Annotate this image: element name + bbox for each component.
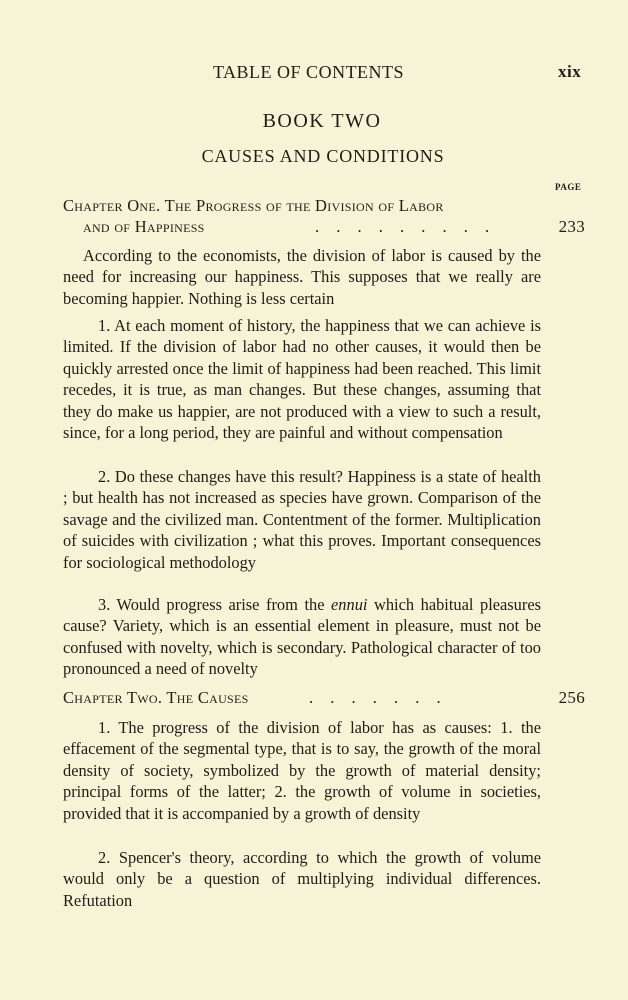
running-head-title: TABLE OF CONTENTS bbox=[213, 62, 405, 82]
chapter-one-title-line2: and of Happiness bbox=[83, 217, 205, 236]
section-1-text: 1. At each moment of history, the happiness that we can achieve is limited. If the division of labor had no other causes, it would then be quickly arrested once the limit of happiness had been reached. This limit recedes, it is true, as man changes. But these changes, assuming that they do make us happier, are not produced with a view to such a result, since, for a long period, they are painful and without compensation bbox=[63, 316, 541, 443]
ch2-section-2-text: 2. Spencer's theory, according to which the growth of volume would only be a question of multiplying individual differences. Refutation bbox=[63, 848, 541, 910]
section-3-text-b: which habitual pleasures cause? Variety, which is an essential element in pleasure, must not be confused with novelty, which is secondary. Pathological character of too pronounced a need of novelty bbox=[63, 595, 541, 679]
running-head bbox=[0, 62, 628, 86]
chapter-one-section-3 bbox=[63, 594, 541, 680]
chapter-one-heading-line2 bbox=[63, 217, 585, 237]
chapter-two-leader: . . . . . . . bbox=[309, 688, 448, 707]
section-3-text bbox=[63, 594, 541, 680]
chapter-one-section-1 bbox=[63, 315, 541, 443]
page-column-label: PAGE bbox=[555, 182, 582, 192]
section-3-italic: ennui bbox=[331, 595, 368, 614]
book-subtitle: CAUSES AND CONDITIONS bbox=[201, 146, 445, 166]
chapter-one-page: 233 bbox=[558, 217, 585, 236]
chapter-one-heading bbox=[63, 196, 585, 216]
chapter-one-section-2 bbox=[63, 466, 541, 573]
section-3-text-a: 3. Would progress arise from the bbox=[98, 595, 332, 614]
chapter-two-page: 256 bbox=[558, 688, 585, 707]
chapter-two-title: Chapter Two. The Causes bbox=[63, 688, 249, 707]
page-number: xix bbox=[558, 62, 582, 81]
chapter-two-section-2 bbox=[63, 847, 541, 911]
section-2-text: 2. Do these changes have this result? Happiness is a state of health ; but health has not increased as species have grown. Comparison of the savage and the civilized man. Contentment of the former. Multiplication of suicides with civilization ; what this proves. Important consequences for sociological methodology bbox=[63, 467, 541, 572]
chapter-one-summary bbox=[63, 245, 541, 309]
chapter-one-leader: . . . . . . . . . bbox=[315, 217, 496, 236]
chapter-one-title-line1: Chapter One. The Progress of the Division of Labor bbox=[63, 196, 444, 215]
ch2-section-1-text: 1. The progress of the division of labor has as causes: 1. the effacement of the segmental type, that is to say, the growth of the moral density of society, symbolized by the growth of material density; principal forms of the latter; 2. the growth of volume in societies, provided that it is accompanied by a growth of density bbox=[63, 718, 541, 823]
summary-text: According to the economists, the division of labor is caused by the need for increasing our happiness. This supposes that we really are becoming happier. Nothing is less certain bbox=[63, 246, 541, 308]
chapter-two-heading bbox=[63, 688, 585, 708]
book-title: BOOK TWO bbox=[262, 110, 382, 132]
chapter-two-section-1 bbox=[63, 717, 541, 824]
